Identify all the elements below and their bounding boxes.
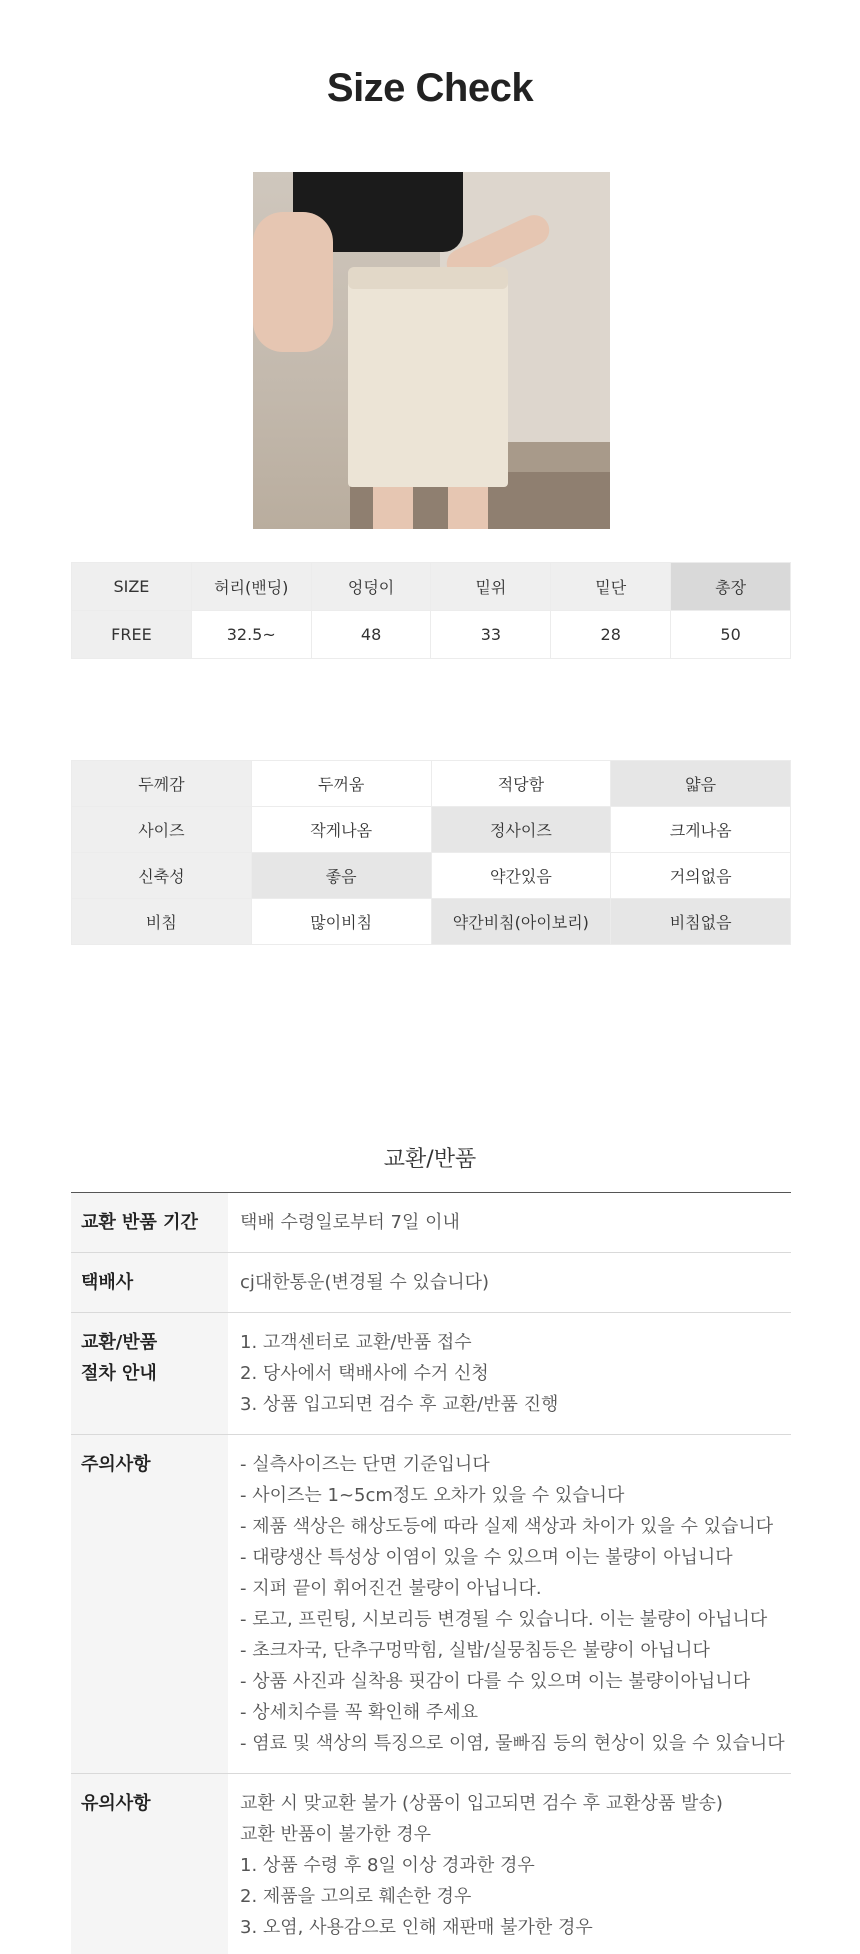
exchange-line: - 지퍼 끝이 휘어진건 불량이 아닙니다. — [240, 1578, 542, 1599]
exchange-row-notice — [71, 1774, 791, 1954]
fit-option-selected: 정사이즈 — [431, 807, 611, 853]
exchange-label — [71, 1313, 228, 1434]
exchange-title: 교환/반품 — [383, 1147, 477, 1172]
exchange-table — [71, 1192, 791, 1954]
size-table-row — [72, 611, 791, 659]
fit-option: 두꺼움 — [251, 761, 431, 807]
exchange-line: 1. 고객센터로 교환/반품 접수 — [240, 1332, 472, 1353]
fit-option-selected: 약간비침(아이보리) — [431, 899, 611, 945]
exchange-label-line: 택배사 — [81, 1272, 134, 1293]
size-header-cell: 엉덩이 — [311, 563, 431, 611]
fit-label: 사이즈 — [72, 807, 252, 853]
exchange-row-period — [71, 1193, 791, 1253]
fit-option-selected: 좋음 — [251, 853, 431, 899]
size-header-cell: 밑단 — [551, 563, 671, 611]
fit-label: 신축성 — [72, 853, 252, 899]
fit-option: 작게나옴 — [251, 807, 431, 853]
size-header-cell: 허리(밴딩) — [191, 563, 311, 611]
exchange-line: 1. 상품 수령 후 8일 이상 경과한 경우 — [240, 1855, 535, 1876]
fit-row-stretch — [72, 853, 791, 899]
exchange-line: - 대량생산 특성상 이염이 있을 수 있으며 이는 불량이 아닙니다 — [240, 1547, 733, 1568]
exchange-label — [71, 1193, 228, 1252]
exchange-value — [228, 1193, 791, 1252]
product-photo — [253, 172, 610, 529]
size-cell: 32.5~ — [191, 611, 311, 659]
exchange-line: - 초크자국, 단추구멍막힘, 실밥/실뭉침등은 불량이 아닙니다 — [240, 1640, 710, 1661]
fit-option: 약간있음 — [431, 853, 611, 899]
fit-row-sheer — [72, 899, 791, 945]
exchange-value — [228, 1313, 791, 1434]
exchange-row-caution — [71, 1435, 791, 1774]
exchange-row-procedure — [71, 1313, 791, 1435]
size-header-cell: SIZE — [72, 563, 192, 611]
exchange-label-line: 주의사항 — [81, 1454, 151, 1475]
exchange-line: - 실측사이즈는 단면 기준입니다 — [240, 1454, 490, 1475]
exchange-label-line: 유의사항 — [81, 1793, 151, 1814]
exchange-line: cj대한통운(변경될 수 있습니다) — [240, 1272, 490, 1293]
size-table — [71, 562, 791, 659]
fit-label: 비침 — [72, 899, 252, 945]
fit-table — [71, 760, 791, 945]
exchange-label-line: 절차 안내 — [81, 1363, 157, 1384]
fit-option: 많이비침 — [251, 899, 431, 945]
size-cell: 28 — [551, 611, 671, 659]
exchange-value — [228, 1435, 791, 1773]
exchange-line: - 상세치수를 꼭 확인해 주세요 — [240, 1702, 479, 1723]
exchange-line: - 제품 색상은 해상도등에 따라 실제 색상과 차이가 있을 수 있습니다 — [240, 1516, 774, 1537]
size-cell: FREE — [72, 611, 192, 659]
exchange-line: 교환 시 맞교환 불가 (상품이 입고되면 검수 후 교환상품 발송) — [240, 1793, 723, 1814]
exchange-value — [228, 1774, 791, 1954]
fit-option: 적당함 — [431, 761, 611, 807]
fit-row-thickness — [72, 761, 791, 807]
size-cell: 48 — [311, 611, 431, 659]
exchange-line: - 사이즈는 1~5cm정도 오차가 있을 수 있습니다 — [240, 1485, 625, 1506]
size-header-cell: 총장 — [671, 563, 791, 611]
exchange-line: - 로고, 프린팅, 시보리등 변경될 수 있습니다. 이는 불량이 아닙니다 — [240, 1609, 768, 1630]
exchange-label-line: 교환 반품 기간 — [81, 1212, 198, 1233]
exchange-line: 3. 상품 입고되면 검수 후 교환/반품 진행 — [240, 1394, 559, 1415]
fit-label: 두께감 — [72, 761, 252, 807]
fit-option: 크게나옴 — [611, 807, 791, 853]
size-cell: 33 — [431, 611, 551, 659]
exchange-line: 3. 오염, 사용감으로 인해 재판매 불가한 경우 — [240, 1917, 593, 1938]
exchange-line: 2. 당사에서 택배사에 수거 신청 — [240, 1363, 489, 1384]
page-title: Size Check — [326, 66, 534, 110]
size-cell: 50 — [671, 611, 791, 659]
size-header-cell: 밑위 — [431, 563, 551, 611]
exchange-label — [71, 1253, 228, 1312]
exchange-line: 교환 반품이 불가한 경우 — [240, 1824, 432, 1845]
exchange-value — [228, 1253, 791, 1312]
exchange-label — [71, 1774, 228, 1954]
size-table-header-row — [72, 563, 791, 611]
fit-option-selected: 비침없음 — [611, 899, 791, 945]
fit-option-selected: 얇음 — [611, 761, 791, 807]
exchange-line: 2. 제품을 고의로 훼손한 경우 — [240, 1886, 472, 1907]
fit-row-size — [72, 807, 791, 853]
exchange-row-courier — [71, 1253, 791, 1313]
exchange-label — [71, 1435, 228, 1773]
exchange-line: - 염료 및 색상의 특징으로 이염, 물빠짐 등의 현상이 있을 수 있습니다 — [240, 1733, 785, 1754]
exchange-line: 택배 수령일로부터 7일 이내 — [240, 1212, 460, 1233]
exchange-line: - 상품 사진과 실착용 핏감이 다를 수 있으며 이는 불량이아닙니다 — [240, 1671, 751, 1692]
exchange-label-line: 교환/반품 — [81, 1332, 158, 1353]
fit-option: 거의없음 — [611, 853, 791, 899]
